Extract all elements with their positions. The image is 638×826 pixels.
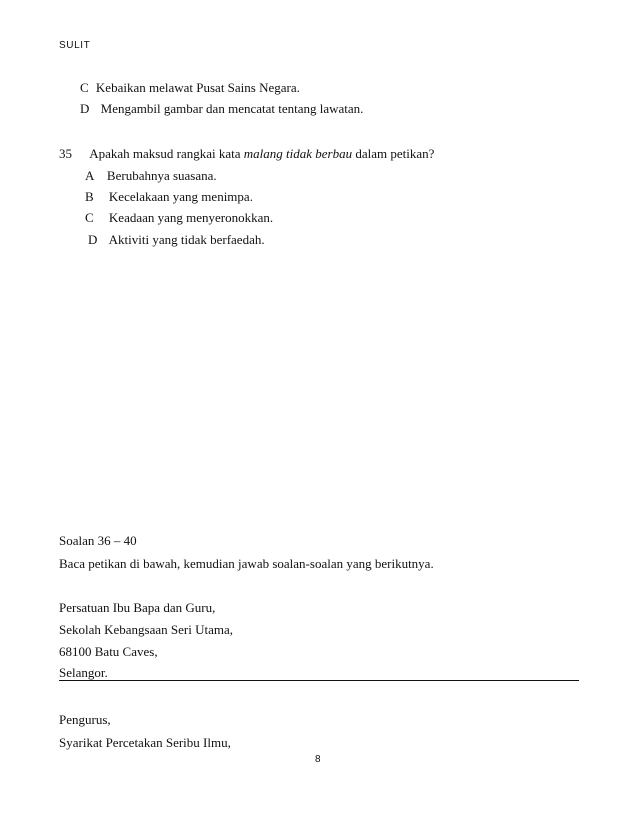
document-header: SULIT bbox=[59, 40, 91, 51]
option-text: Berubahnya suasana. bbox=[106, 168, 217, 183]
recipient-address-line: Syarikat Percetakan Seribu Ilmu, bbox=[59, 735, 231, 750]
option-letter: C bbox=[85, 210, 94, 225]
address-divider bbox=[59, 680, 579, 681]
question-phrase: malang tidak berbau bbox=[243, 146, 353, 161]
option-text: Kecelakaan yang menimpa. bbox=[108, 189, 253, 204]
option-text: Mengambil gambar dan mencatat tentang lawatan. bbox=[100, 101, 364, 116]
sender-address-line: Persatuan Ibu Bapa dan Guru, bbox=[59, 600, 216, 615]
sender-address-line: 68100 Batu Caves, bbox=[59, 644, 158, 659]
section-title: Soalan 36 – 40 bbox=[59, 533, 137, 548]
sender-address-line: Sekolah Kebangsaan Seri Utama, bbox=[59, 622, 234, 637]
section-instruction: Baca petikan di bawah, kemudian jawab soalan-soalan yang berikutnya. bbox=[59, 556, 434, 571]
question-number: 35 bbox=[59, 146, 72, 161]
q35-option-d bbox=[88, 232, 265, 248]
option-letter: B bbox=[85, 189, 94, 204]
q35-option-a bbox=[85, 168, 217, 184]
recipient-address-line: Pengurus, bbox=[59, 712, 111, 727]
option-text: Keadaan yang menyeronokkan. bbox=[108, 210, 274, 225]
question-35 bbox=[59, 146, 434, 162]
question-text-before: Apakah maksud rangkai kata bbox=[89, 146, 244, 161]
option-letter: D bbox=[80, 101, 90, 116]
option-text: Aktiviti yang tidak berfaedah. bbox=[108, 232, 265, 247]
option-letter: D bbox=[88, 232, 98, 247]
q35-option-c bbox=[85, 210, 273, 226]
option-letter: A bbox=[85, 168, 94, 183]
option-c bbox=[80, 80, 300, 96]
question-text-after: dalam petikan? bbox=[352, 146, 435, 161]
option-letter: C bbox=[80, 80, 89, 95]
q35-option-b bbox=[85, 189, 253, 205]
page-number: 8 bbox=[315, 754, 321, 765]
option-text: Kebaikan melawat Pusat Sains Negara. bbox=[95, 80, 300, 95]
option-d bbox=[80, 101, 363, 117]
sender-address-line: Selangor. bbox=[59, 665, 108, 680]
